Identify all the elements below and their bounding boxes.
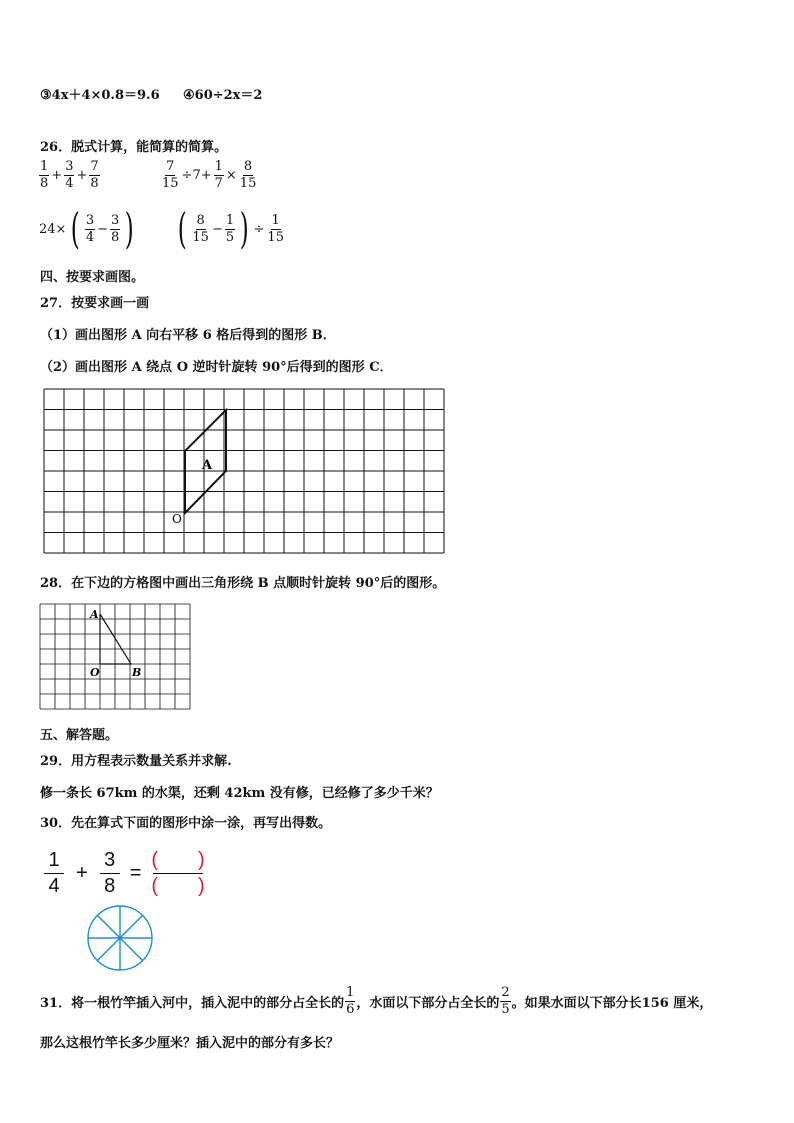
fraction: $\frac{1}{15}$ [267,212,284,245]
fraction: $\frac{3}{4}$ [85,212,95,245]
q28-grid [40,604,192,710]
fraction: $\frac{1}{8}$ [40,159,49,191]
q27-part-1: （1）画出图形 A 向右平移 6 格后得到的图形 B． [40,328,336,343]
q30-b-num: 3 [104,849,116,871]
circle-divider [120,915,143,938]
q30-equals: = [129,862,142,884]
q27-part-2: （2）画出图形 A 绕点 O 逆时针旋转 90°后得到的图形 C． [40,360,393,375]
q26-expr-4: ( $\frac{8}{15}$ − $\frac{1}{5}$ ) ÷ $\frac{1}{15}$ [177,204,284,253]
q27-label-o: O [172,512,182,526]
q29-body: 修一条长 67km 的水渠，还剩 42km 没有修，已经修了多少千米？ [40,786,439,801]
circle-divider [97,938,120,961]
q26-expr-1: $\frac{1}{8}$ + $\frac{3}{4}$ + $\frac{7}{8}$ [40,159,99,191]
q30-plus: + [76,862,88,884]
q30-a-num: 1 [48,849,60,871]
q28-label-b: B [132,666,142,679]
q30-answer-den: ( ) [151,875,205,897]
q27-title: 27．按要求画一画 [40,296,150,311]
fraction: $\frac{1}{5}$ [225,212,235,245]
q27-label-a: A [202,458,213,473]
equation-3: ③4x＋4×0.8＝9.6 [40,88,160,103]
triangle [100,614,131,664]
q28-label-o: O [90,666,100,679]
fraction: $\frac{1}{6}$ [346,985,355,1017]
q30-a-den: 4 [48,875,60,897]
q30-b-den: 8 [104,875,116,897]
q30-circle [86,904,154,972]
fraction: $\frac{8}{15}$ [192,212,209,245]
q30-equation [44,850,207,897]
fraction: $\frac{1}{7}$ [214,159,223,191]
q26-expr-3: 24× ( $\frac{3}{4}$ − $\frac{3}{8}$ ) [39,204,134,253]
q30-title: 30．先在算式下面的图形中涂一涂，再写出得数。 [40,816,332,831]
q28-label-a: A [90,608,99,621]
q31-line-1: 31．将一根竹竿插入河中，插入泥中的部分占全长的 $\frac{1}{6}$ ，水面以下部分占全长的 $\frac{2}{5}$ 。如果水面以下部分长156 厘米， [40,985,713,1017]
fraction: $\frac{3}{4}$ [65,159,74,191]
q26-title: 26．脱式计算，能简算的简算。 [40,140,228,155]
fraction: $\frac{7}{8}$ [90,159,99,191]
fraction: $\frac{3}{8}$ [111,212,120,245]
circle-divider [97,915,120,938]
circle-divider [120,938,143,961]
section-5-heading: 五、解答题。 [40,728,119,743]
q30-answer-num: ( ) [151,849,205,871]
q28-title: 28．在下边的方格图中画出三角形绕 B 点顺时针旋转 90°后的图形。 [40,576,446,591]
section-4-heading: 四、按要求画图。 [40,270,145,285]
fraction: $\frac{8}{15}$ [239,159,257,191]
q26-expr-2: $\frac{7}{15}$ ÷7+ $\frac{1}{7}$ × $\frac{8}{15}$ [162,159,257,191]
q29-title: 29．用方程表示数量关系并求解. [40,754,232,769]
equation-4: ④60÷2x＝2 [183,88,263,103]
fraction: $\frac{2}{5}$ [501,985,510,1017]
q31-line-2: 那么这根竹竿长多少厘米？插入泥中的部分有多长？ [40,1036,340,1051]
fraction: $\frac{7}{15}$ [162,159,179,191]
q27-grid [44,389,444,553]
